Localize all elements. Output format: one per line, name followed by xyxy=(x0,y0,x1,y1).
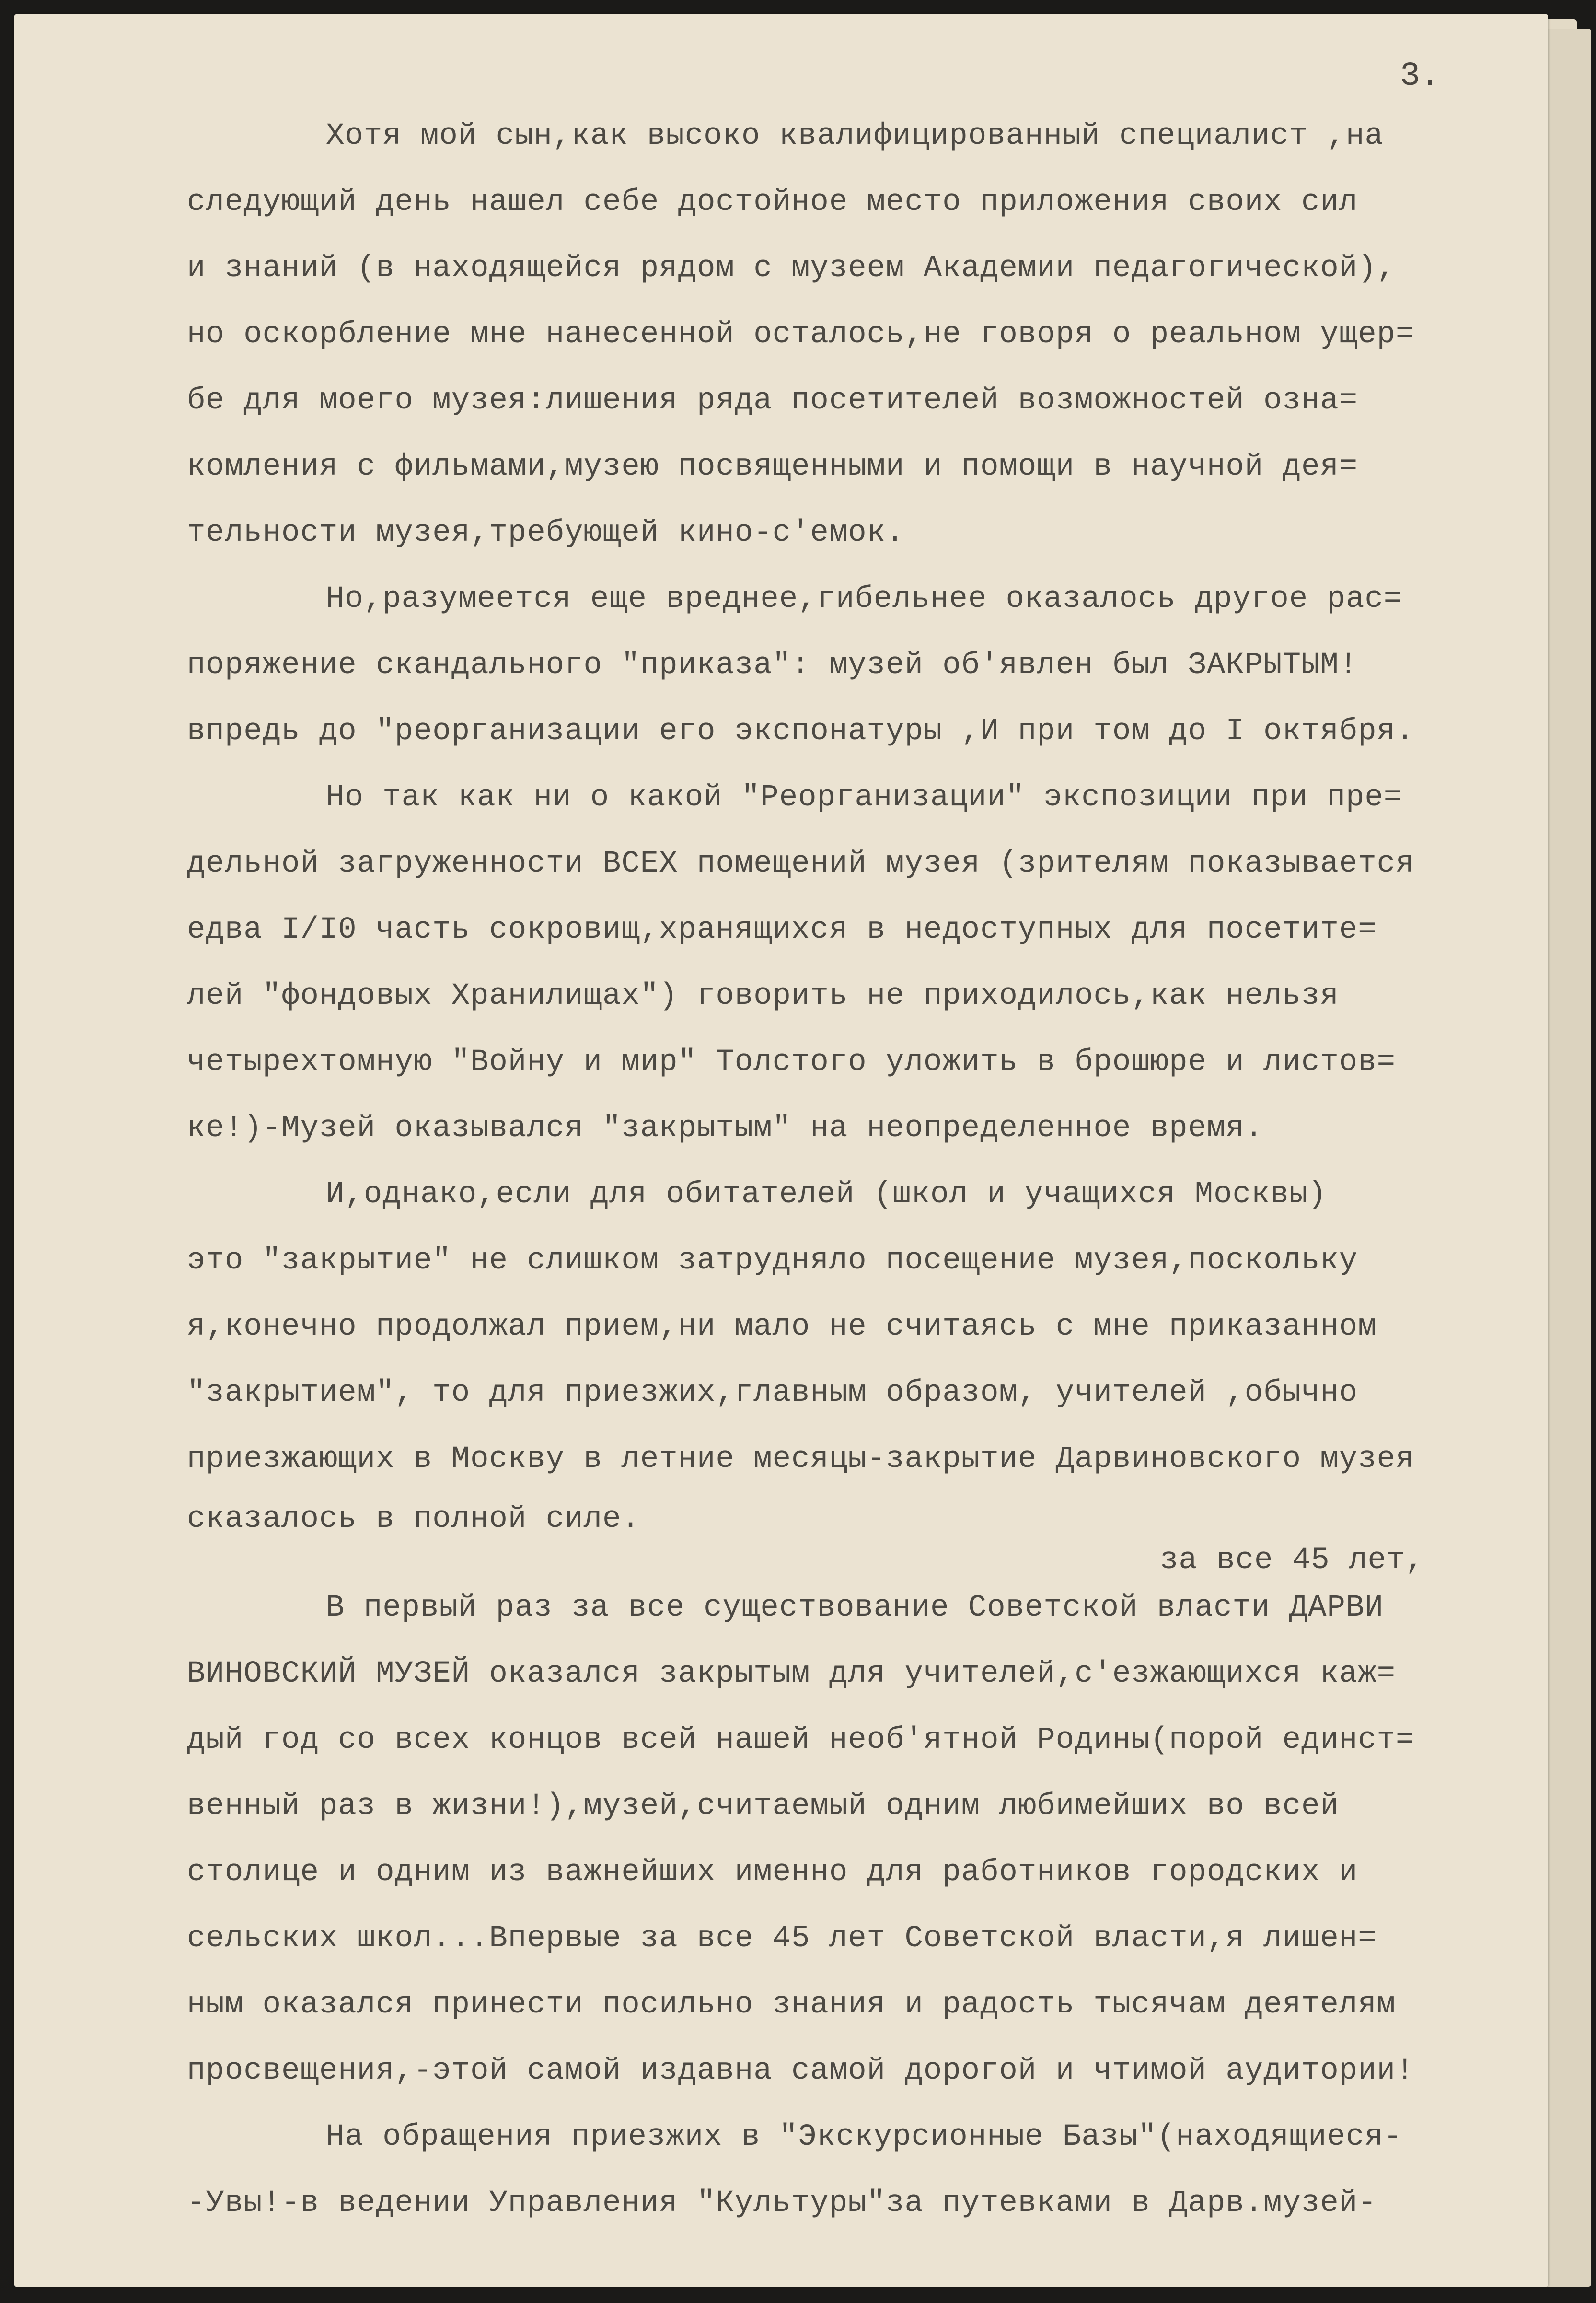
text-line: И,однако,если для обитателей (школ и учащихся Москвы) xyxy=(326,1177,1327,1212)
text-line: впредь до "реорганизации его экспонатуры ,И при том до I октября. xyxy=(187,714,1415,749)
text-line: Хотя мой сын,как высоко квалифицированный специалист ,на xyxy=(326,119,1384,153)
text-line: сказалось в полной силе. xyxy=(187,1502,640,1536)
text-line: комления с фильмами,музею посвященными и помощи в научной дея= xyxy=(187,450,1358,484)
text-line: поряжение скандального "приказа": музей об'явлен был ЗАКРЫТЫМ! xyxy=(187,648,1358,683)
text-line: "закрытием", то для приезжих,главным образом, учителей ,обычно xyxy=(187,1376,1358,1410)
text-line: лей "фондовых Хранилищах") говорить не приходилось,как нельзя xyxy=(187,979,1339,1013)
text-line: едва I/I0 часть сокровищ,хранящихся в недоступных для посетите= xyxy=(187,913,1377,947)
text-line: следующий день нашел себе достойное место приложения своих сил xyxy=(187,185,1358,220)
text-line: это "закрытие" не слишком затрудняло посещение музея,поскольку xyxy=(187,1244,1358,1278)
text-line: приезжающих в Москву в летние месяцы-закрытие Дарвиновского музея xyxy=(187,1442,1415,1477)
text-line: я,конечно продолжал прием,ни мало не считаясь с мне приказанном xyxy=(187,1310,1377,1344)
text-line: В первый раз за все существование Советской власти ДАРВИ xyxy=(326,1591,1384,1625)
text-line: и знаний (в находящейся рядом с музеем Академии педагогической), xyxy=(187,251,1396,286)
text-line: Но так как ни о какой "Реорганизации" экспозиции при пре= xyxy=(326,780,1403,815)
text-line: венный раз в жизни!),музей,считаемый одним любимейших во всей xyxy=(187,1789,1339,1824)
handwritten-insertion: за все 45 лет, xyxy=(1160,1543,1424,1578)
page-number: 3. xyxy=(1399,58,1440,95)
text-line: ным оказался принести посильно знания и радость тысячам деятелям xyxy=(187,1988,1396,2022)
text-line: Но,разумеется еще вреднее,гибельнее оказалось другое рас= xyxy=(326,582,1403,616)
text-line: тельности музея,требующей кино-с'емок. xyxy=(187,516,905,550)
document-page xyxy=(14,14,1548,2287)
text-line: -Увы!-в ведении Управления "Культуры"за путевками в Дарв.музей- xyxy=(187,2186,1377,2221)
text-line: но оскорбление мне нанесенной осталось,не говоря о реальном ущер= xyxy=(187,317,1415,352)
typewritten-text-body xyxy=(187,103,1567,2236)
text-line: ВИНОВСКИЙ МУЗЕЙ оказался закрытым для учителей,с'езжающихся каж= xyxy=(187,1657,1396,1691)
text-line: четырехтомную "Войну и мир" Толстого уложить в брошюре и листов= xyxy=(187,1045,1396,1080)
text-line: бе для моего музея:лишения ряда посетителей возможностей озна= xyxy=(187,384,1358,418)
text-line: ке!)-Музей оказывался "закрытым" на неопределенное время. xyxy=(187,1111,1264,1146)
text-line: На обращения приезжих в "Экскурсионные Базы"(находящиеся- xyxy=(326,2120,1403,2154)
text-line: столице и одним из важнейших именно для работников городских и xyxy=(187,1855,1358,1890)
text-line: сельских школ...Впервые за все 45 лет Советской власти,я лишен= xyxy=(187,1921,1377,1956)
text-line: просвещения,-этой самой издавна самой дорогой и чтимой аудитории! xyxy=(187,2054,1415,2088)
text-line: дельной загруженности ВСЕХ помещений музея (зрителям показывается xyxy=(187,847,1415,881)
text-line: дый год со всех концов всей нашей необ'ятной Родины(порой единст= xyxy=(187,1723,1415,1757)
